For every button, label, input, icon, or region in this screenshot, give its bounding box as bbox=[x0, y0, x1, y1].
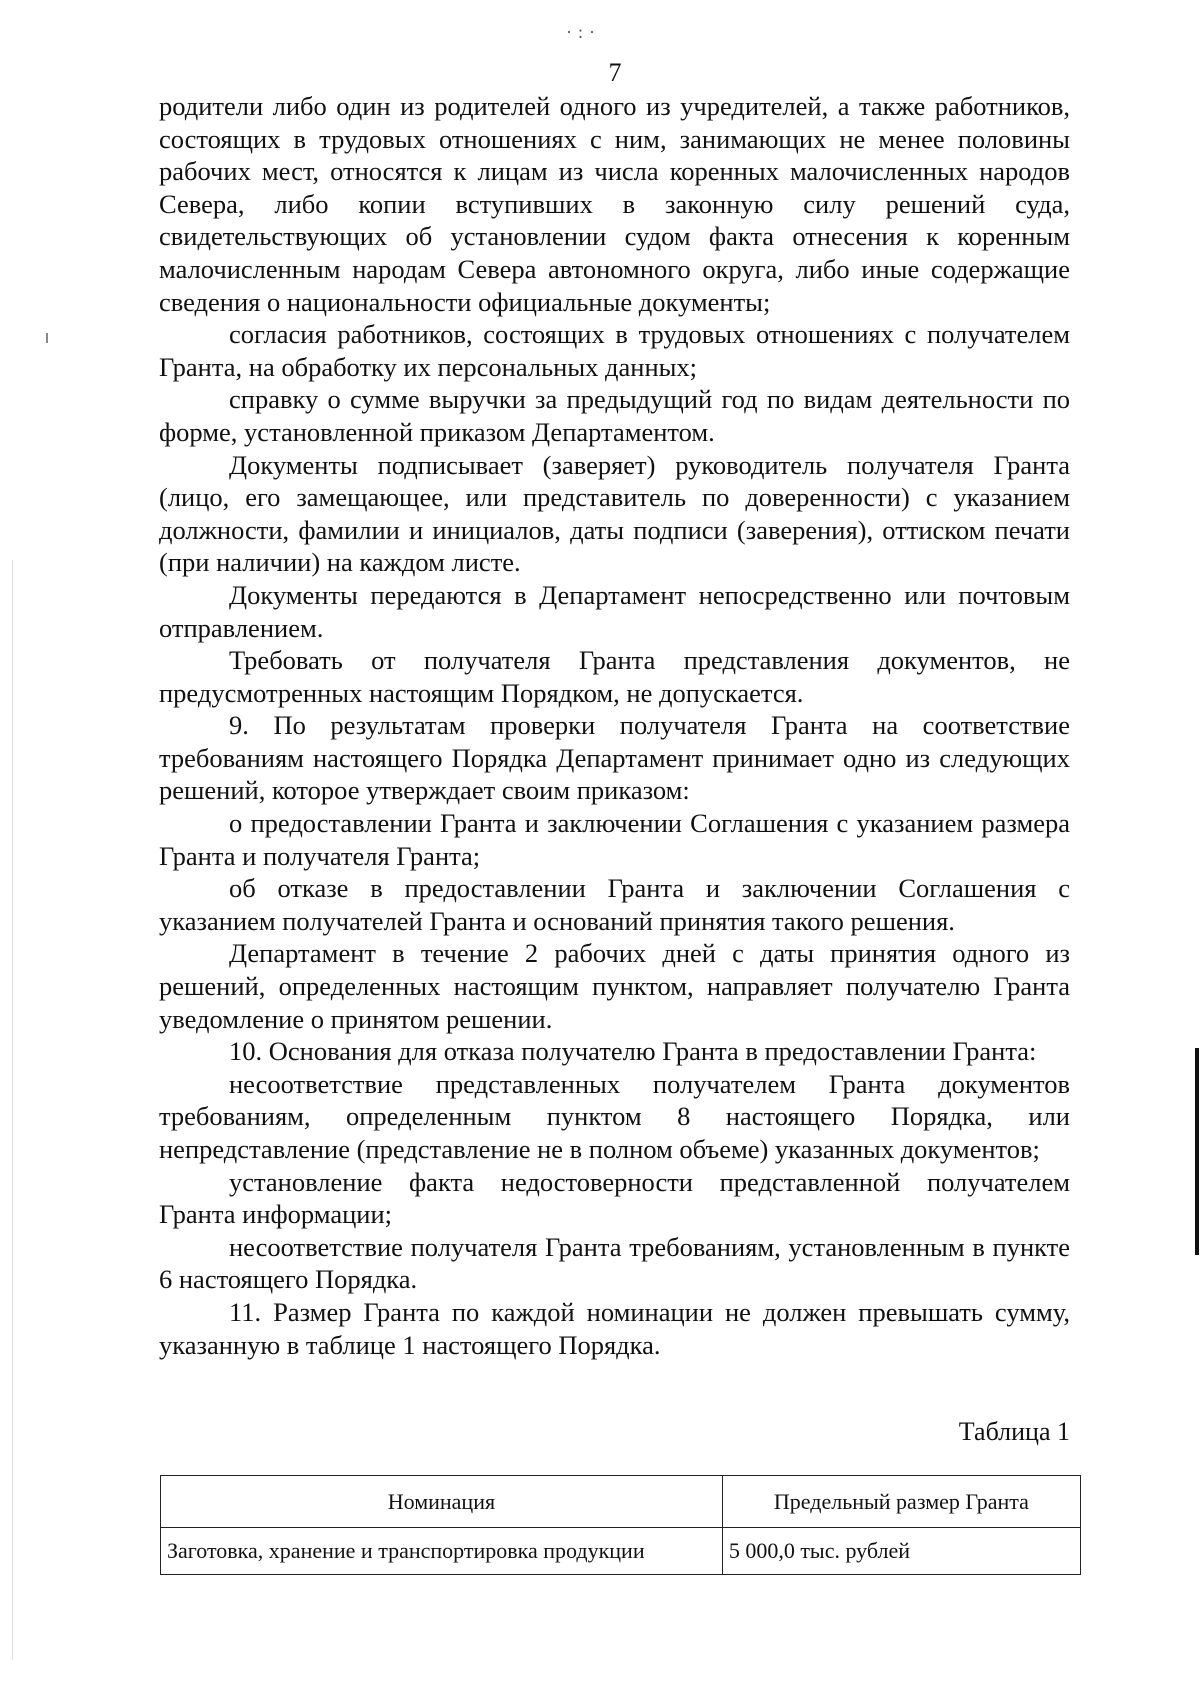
scan-speck-mark: ·:· bbox=[566, 22, 601, 42]
paragraph: Департамент в течение 2 рабочих дней с даты принятия одного из решений, определенных настоящим пунктом, направляет получателю Гранта уведомление о принятом решении. bbox=[159, 938, 1070, 1034]
paragraph: согласия работников, состоящих в трудовых отношениях с получателем Гранта, на обработку их персональных данных; bbox=[159, 319, 1070, 382]
table-cell-nomination: Заготовка, хранение и транспортировка продукции bbox=[161, 1528, 723, 1575]
paragraph: Документы подписывает (заверяет) руководитель получателя Гранта (лицо, его замещающее, или представитель по доверенности) с указанием должности, фамилии и инициалов, даты подписи (заверения), оттиском печати (при наличии) на каждом листе. bbox=[159, 449, 1070, 578]
paragraph: справку о сумме выручки за предыдущий год по видам деятельности по форме, установленной приказом Департаментом. bbox=[159, 384, 1070, 447]
page-number: 7 bbox=[608, 58, 622, 87]
table-header-row bbox=[161, 1476, 1081, 1528]
paragraph: об отказе в предоставлении Гранта и заключении Соглашения с указанием получателей Гранта и оснований принятия такого решения. bbox=[159, 873, 1070, 936]
column-header-nomination: Номинация bbox=[161, 1476, 723, 1528]
paragraph: 11. Размер Гранта по каждой номинации не должен превышать сумму, указанную в таблице 1 настоящего Порядка. bbox=[159, 1296, 1070, 1360]
paragraph: несоответствие представленных получателем Гранта документов требованиям, определенным пунктом 8 настоящего Порядка, или непредставление (представление не в полном объеме) указанных документов; bbox=[159, 1068, 1070, 1164]
scan-margin-shadow bbox=[12, 560, 13, 1660]
paragraph: 10. Основания для отказа получателю Гранта в предоставлении Гранта: bbox=[229, 1036, 1037, 1067]
paragraph: несоответствие получателя Гранта требованиям, установленным в пункте 6 настоящего Порядка. bbox=[159, 1231, 1070, 1295]
table-caption: Таблица 1 bbox=[958, 1417, 1070, 1446]
grant-limits-table bbox=[160, 1475, 1081, 1575]
scan-tick-mark bbox=[46, 333, 48, 343]
paragraph: Требовать от получателя Гранта представления документов, не предусмотренных настоящим Порядком, не допускается. bbox=[159, 645, 1070, 708]
paragraph: 9. По результатам проверки получателя Гранта на соответствие требованиям настоящего Порядка Департамент принимает одно из следующих решений, которое утверждает своим приказом: bbox=[159, 710, 1070, 806]
body-text bbox=[159, 90, 1070, 1361]
paragraph: о предоставлении Гранта и заключении Соглашения с указанием размера Гранта и получателя Гранта; bbox=[159, 808, 1070, 871]
scan-edge-bar bbox=[1195, 1048, 1199, 1255]
table-row bbox=[161, 1528, 1081, 1575]
paragraph: родители либо один из родителей одного из учредителей, а также работников, состоящих в трудовых отношениях с ним, занимающих не менее половины рабочих мест, относятся к лицам из числа коренных малочисленных народов Севера, либо копии вступивших в законную силу решений суда, свидетельствующих об установлении судом факта отнесения к коренным малочисленным народам Севера автономного округа, либо иные содержащие сведения о национальности официальные документы; bbox=[159, 91, 1070, 317]
paragraph: Документы передаются в Департамент непосредственно или почтовым отправлением. bbox=[159, 579, 1070, 643]
paragraph: установление факта недостоверности представленной получателем Гранта информации; bbox=[159, 1166, 1070, 1230]
column-header-max-grant: Предельный размер Гранта bbox=[722, 1476, 1080, 1528]
table-cell-max-grant: 5 000,0 тыс. рублей bbox=[722, 1528, 1080, 1575]
